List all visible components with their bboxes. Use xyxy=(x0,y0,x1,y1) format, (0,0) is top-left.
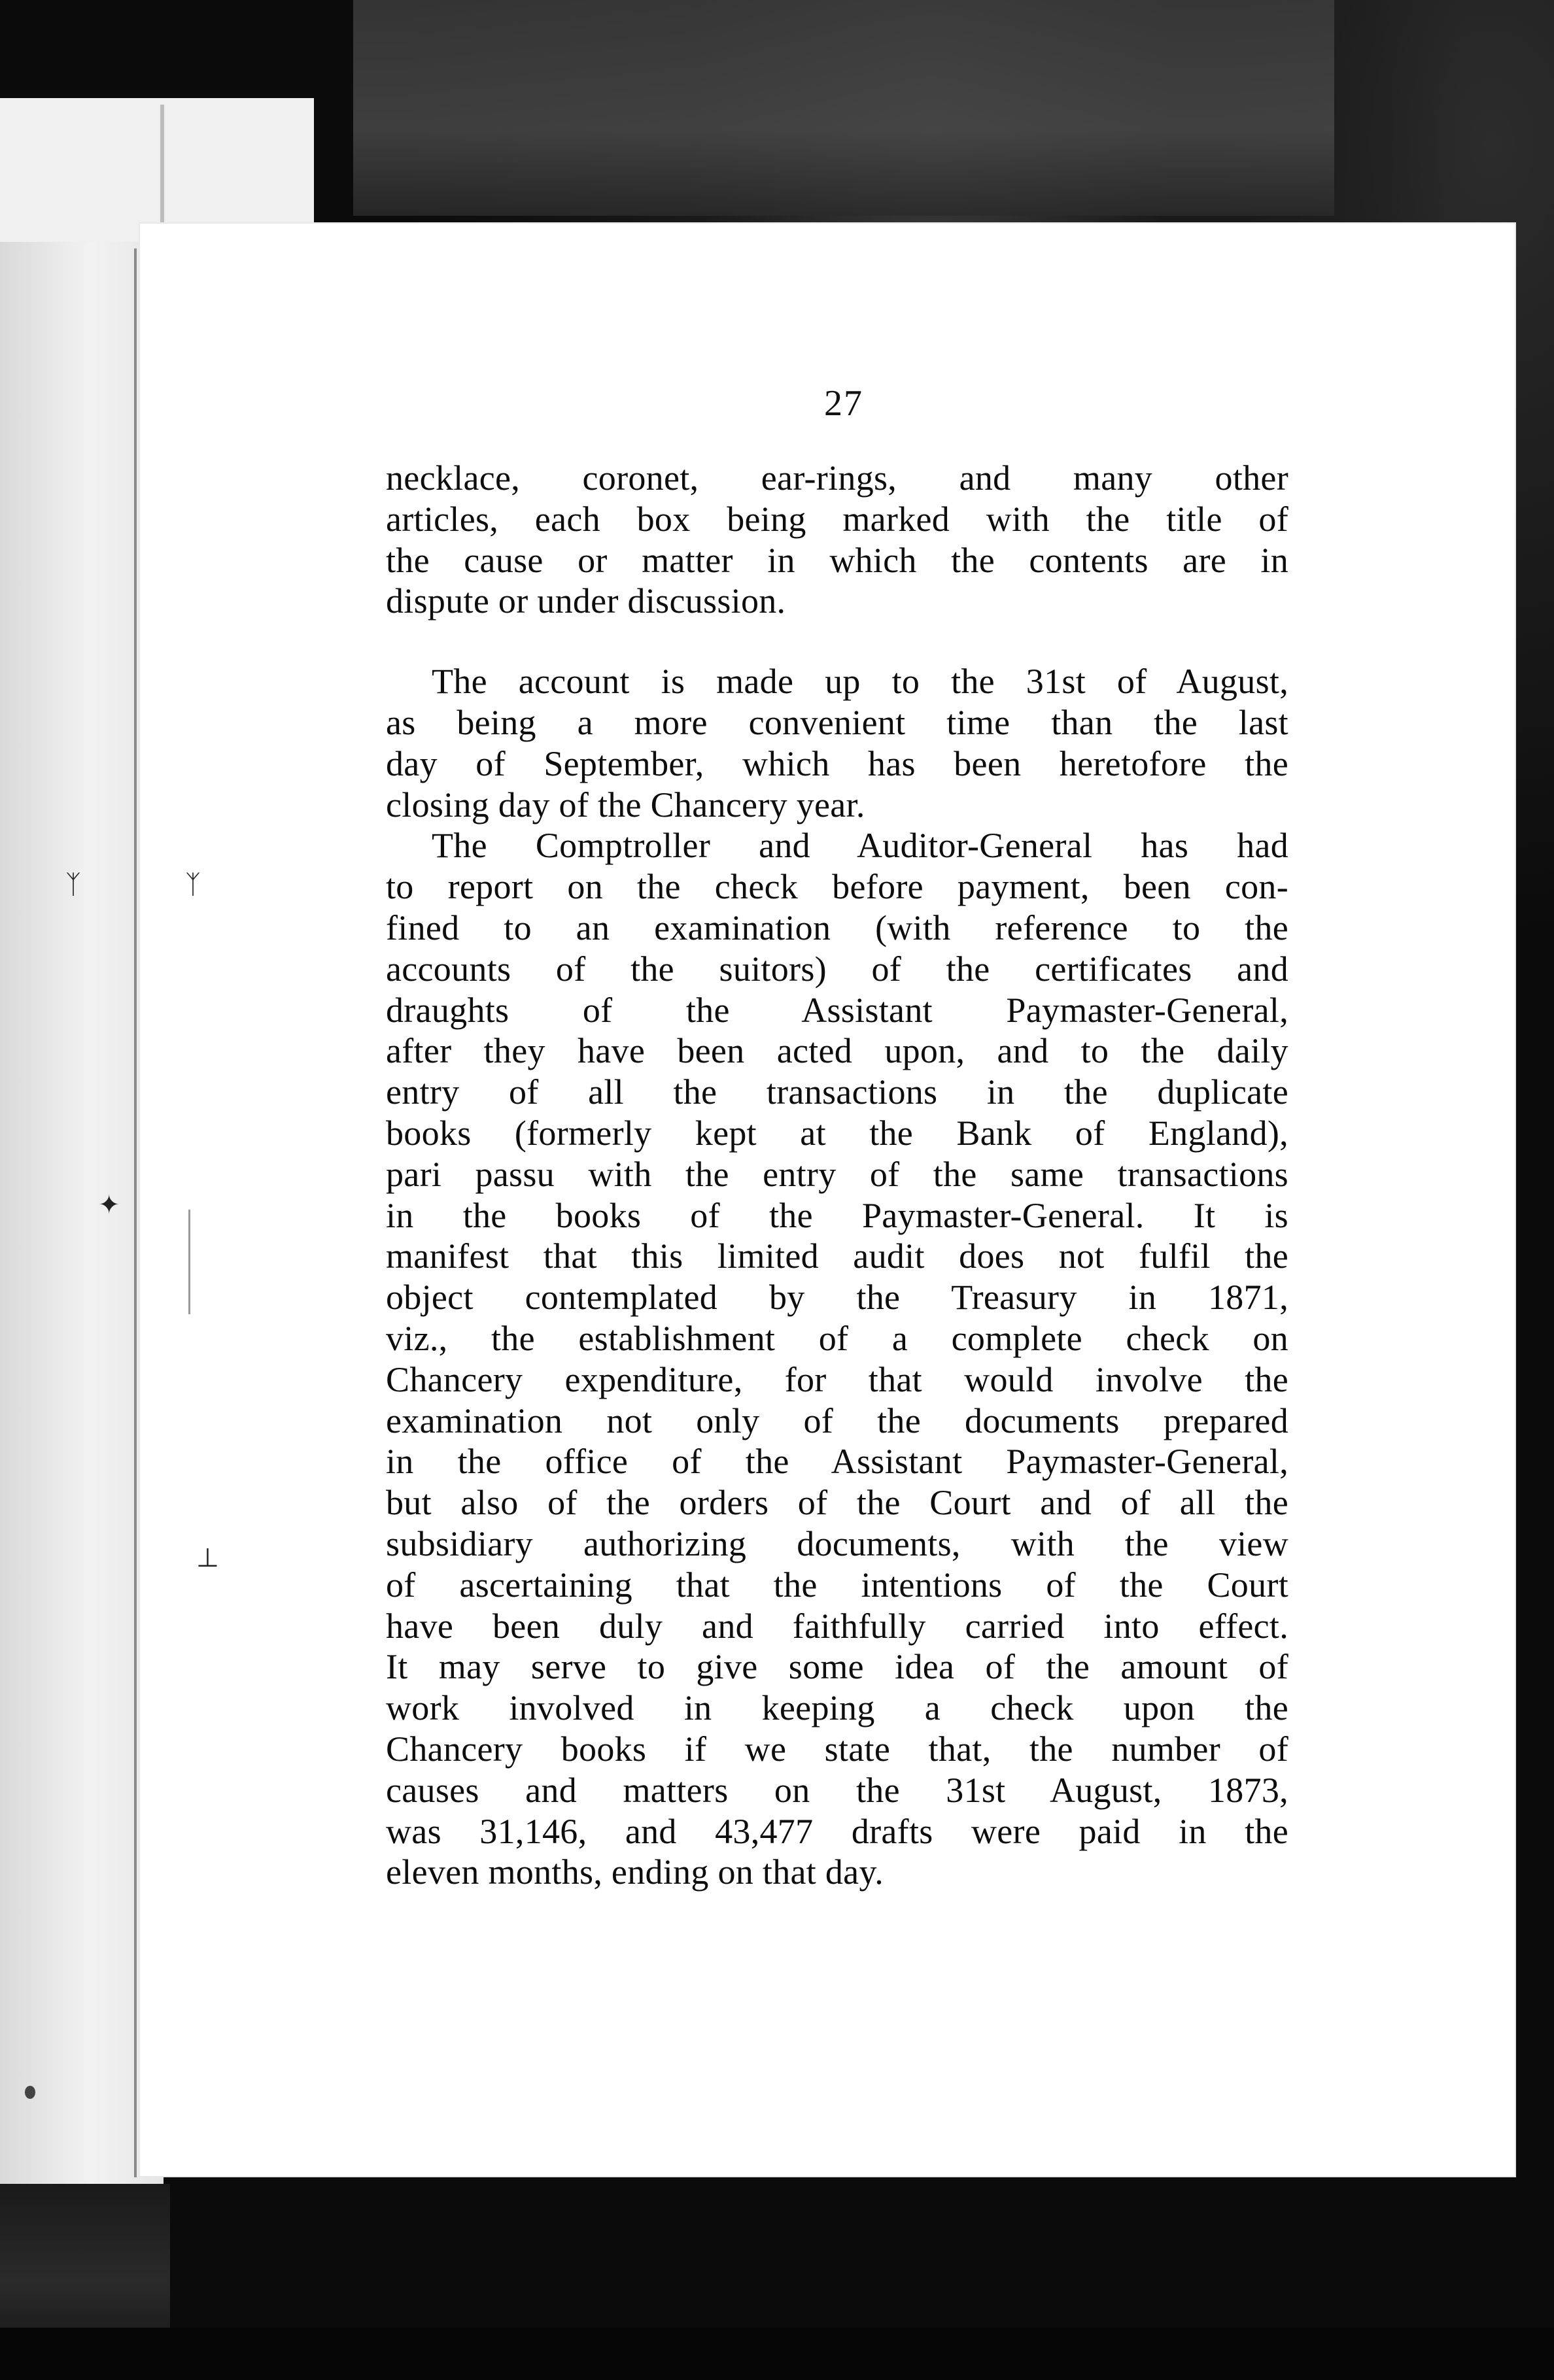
text-line: but also of the orders of the Court and of all the xyxy=(386,1483,1288,1523)
text-line: Chancery books if we state that, the number of xyxy=(386,1729,1288,1769)
paragraph-1 xyxy=(386,458,1288,622)
text-line: viz., the establishment of a complete check on xyxy=(386,1318,1288,1358)
text-line: eleven months, ending on that day. xyxy=(386,1852,884,1892)
text-line: examination not only of the documents prepared xyxy=(386,1401,1288,1440)
text-line: causes and matters on the 31st August, 1873, xyxy=(386,1770,1288,1810)
text-line: entry of all the transactions in the duplicate xyxy=(386,1072,1288,1112)
text-line: was 31,146, and 43,477 drafts were paid in the xyxy=(386,1811,1288,1851)
text-line: It may serve to give some idea of the amount of xyxy=(386,1647,1288,1687)
text-line: fined to an examination (with reference to the xyxy=(386,908,1288,947)
margin-mark: ⊥ xyxy=(196,1543,219,1573)
text-line: as being a more convenient time than the last xyxy=(386,702,1288,742)
body-text xyxy=(386,458,1288,1893)
text-line: in the books of the Paymaster-General. It is xyxy=(386,1195,1288,1235)
text-line: pari passu with the entry of the same transactions xyxy=(386,1154,1288,1194)
text-line: object contemplated by the Treasury in 1871, xyxy=(386,1278,1288,1318)
text-line: in the office of the Assistant Paymaster-General, xyxy=(386,1442,1288,1482)
text-line: after they have been acted upon, and to the daily xyxy=(386,1031,1288,1071)
margin-mark: ✦ xyxy=(98,1190,120,1220)
text-line: subsidiary authorizing documents, with the view xyxy=(386,1523,1288,1563)
page-number: 27 xyxy=(824,383,863,424)
text-line: books (formerly kept at the Bank of England), xyxy=(386,1113,1288,1153)
text-line: work involved in keeping a check upon the xyxy=(386,1688,1288,1728)
text-line: draughts of the Assistant Paymaster-General, xyxy=(386,990,1288,1030)
text-line: to report on the check before payment, been con- xyxy=(386,867,1288,907)
text-line: accounts of the suitors) of the certificates and xyxy=(386,949,1288,989)
text-line: the cause or matter in which the contents are in xyxy=(386,540,1288,580)
text-line: day of September, which has been heretofore the xyxy=(386,743,1288,783)
margin-mark: ᛉ xyxy=(185,870,201,900)
paragraph-3 xyxy=(386,825,1288,1893)
text-line: The account is made up to the 31st of August, xyxy=(432,662,1288,702)
text-line: of ascertaining that the intentions of the Court xyxy=(386,1565,1288,1605)
text-line: articles, each box being marked with the title of xyxy=(386,499,1288,539)
margin-scratch xyxy=(188,1210,190,1314)
margin-mark: ᛉ xyxy=(65,870,81,900)
text-line: dispute or under discussion. xyxy=(386,581,786,621)
scan-top-border xyxy=(353,0,1334,216)
paragraph-2 xyxy=(386,661,1288,825)
text-line: The Comptroller and Auditor-General has had xyxy=(432,826,1288,866)
scan-bottom-border xyxy=(0,2328,1554,2380)
margin-dot xyxy=(25,2086,35,2099)
text-line: have been duly and faithfully carried into effect. xyxy=(386,1606,1288,1646)
text-line: closing day of the Chancery year. xyxy=(386,785,865,824)
text-line: Chancery expenditure, for that would involve the xyxy=(386,1359,1288,1399)
page-gutter xyxy=(134,248,137,2177)
text-line: manifest that this limited audit does not fulfil the xyxy=(386,1236,1288,1276)
facing-page-tab-edge xyxy=(160,105,164,242)
facing-page-tab xyxy=(0,98,314,242)
text-line: necklace, coronet, ear-rings, and many other xyxy=(386,458,1288,498)
